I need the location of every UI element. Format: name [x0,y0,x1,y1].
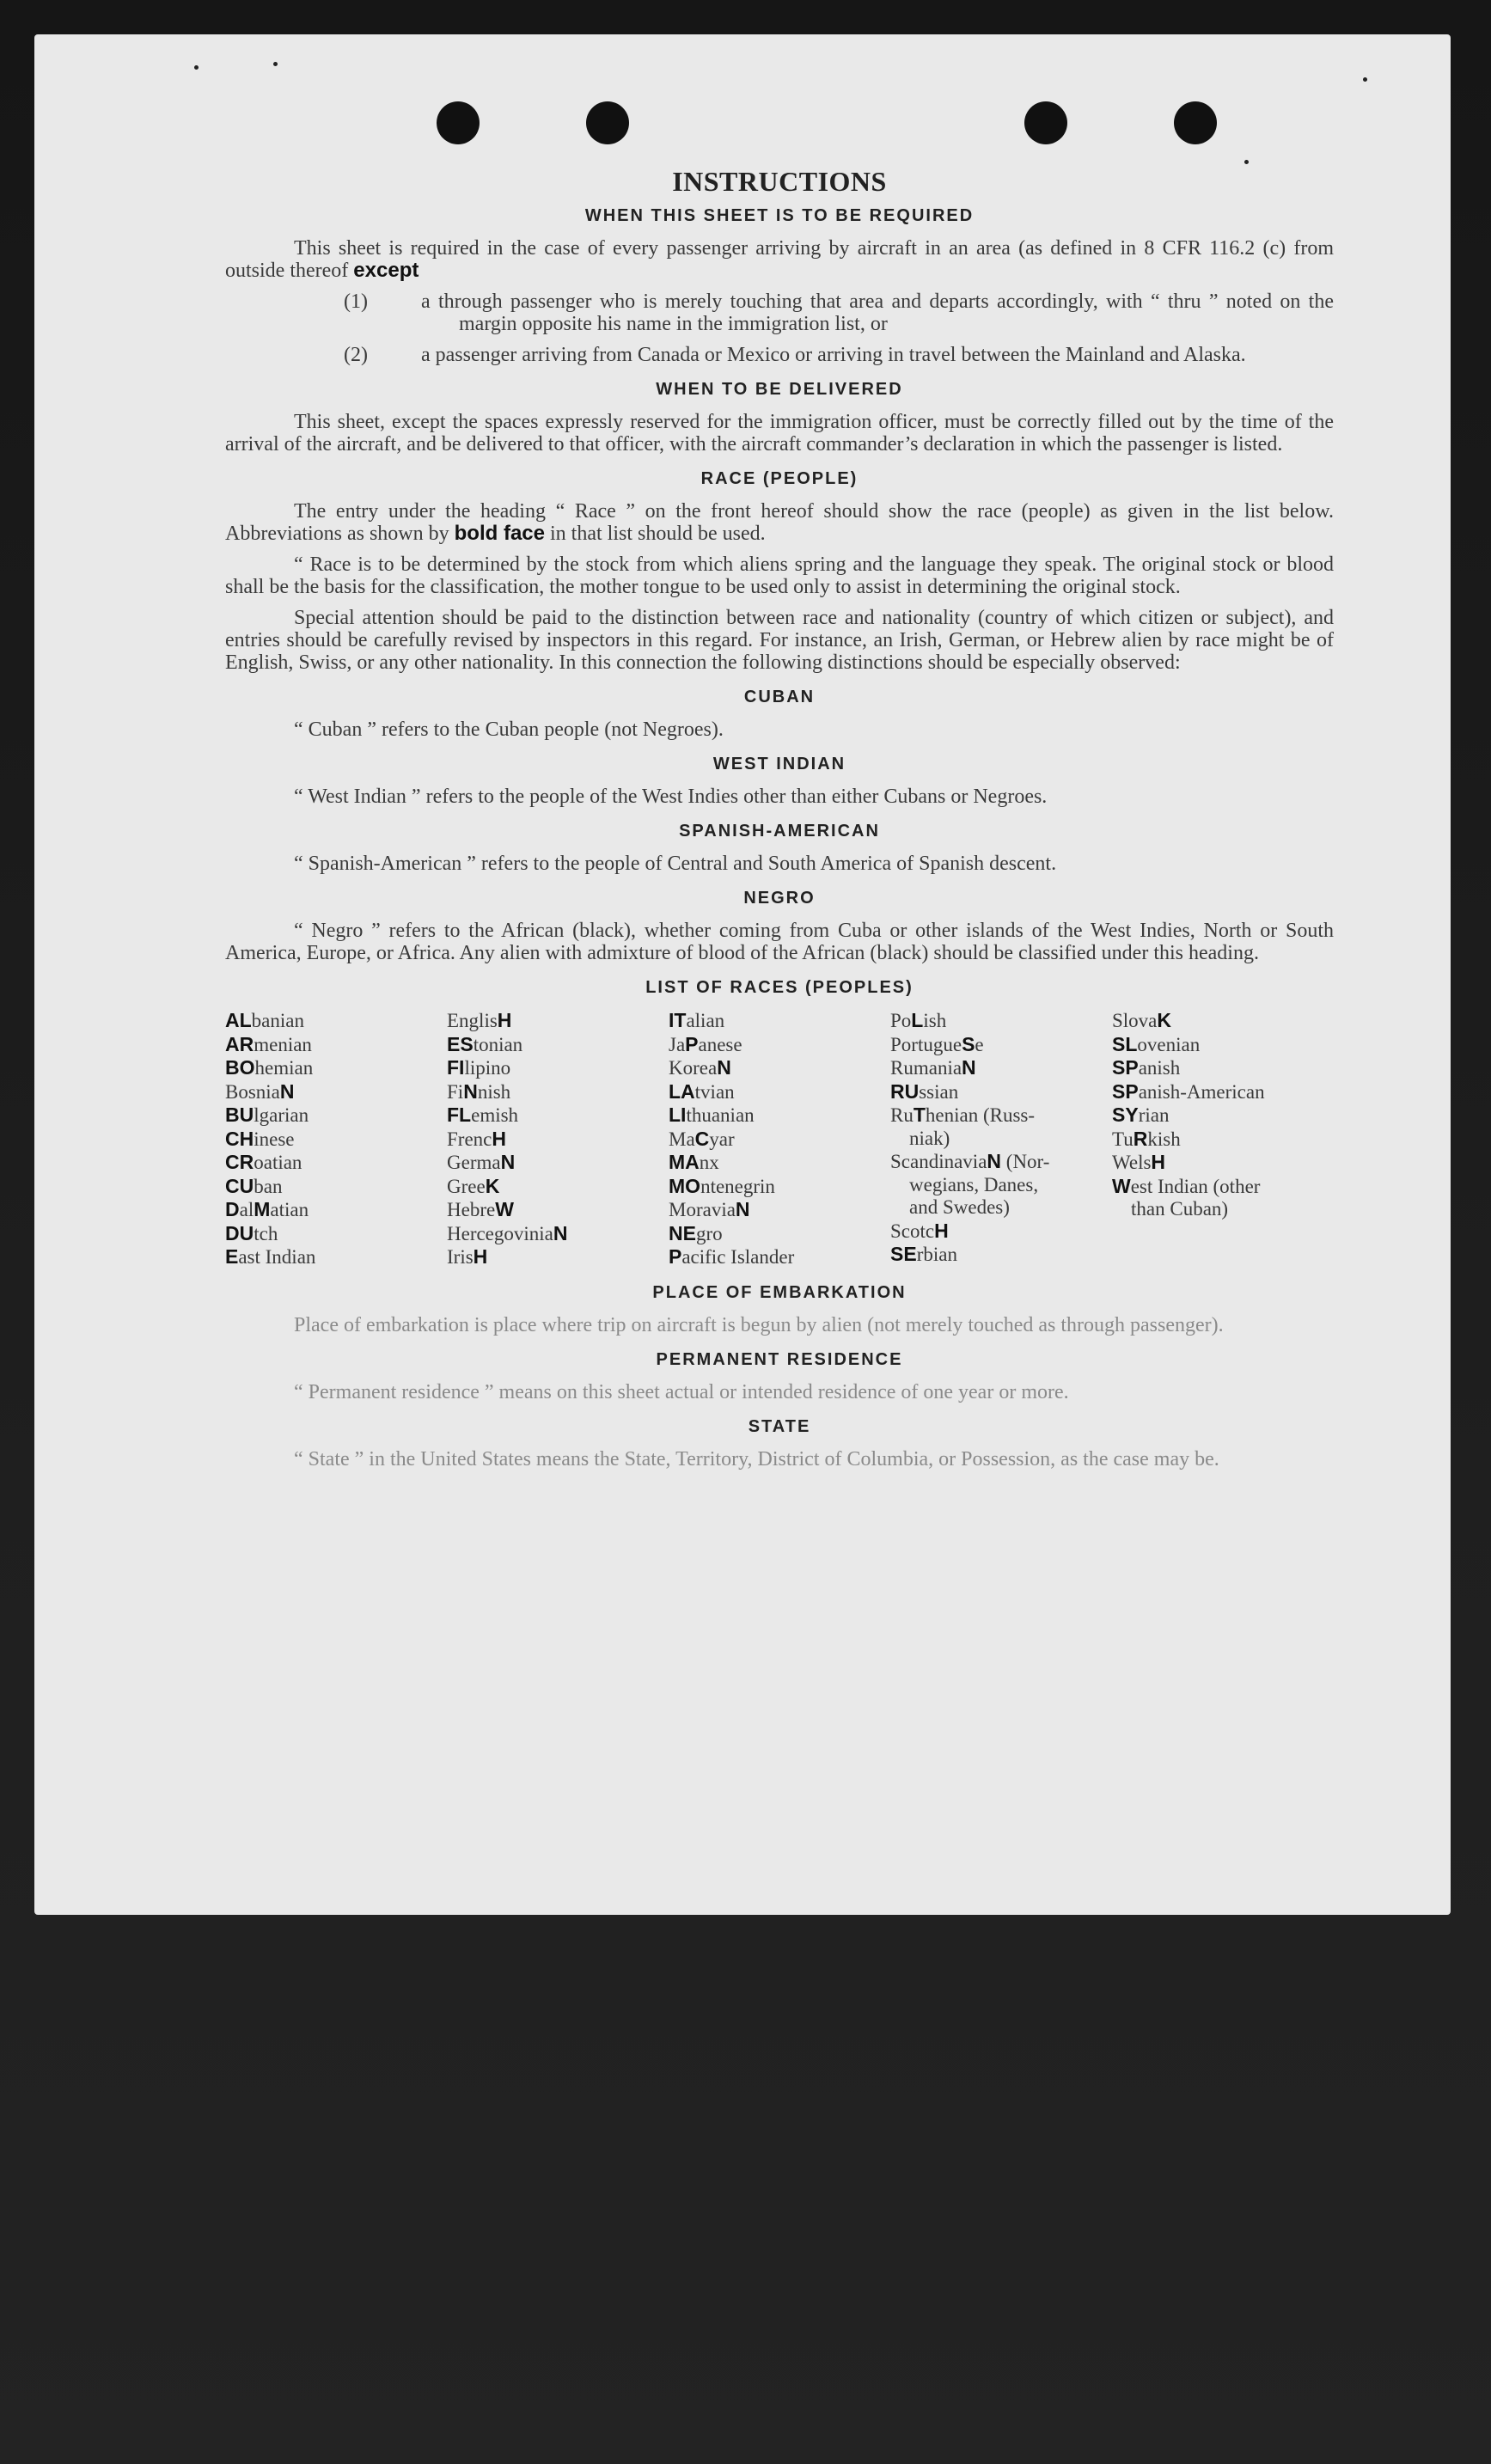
race-entry: BUlgarian [225,1104,309,1126]
race-entry: ITalian [669,1009,725,1031]
race-entry: MAnx [669,1151,719,1173]
race-entry: BOhemian [225,1056,314,1079]
race-entry: SLovenian [1112,1032,1201,1055]
race-entry: MOntenegrin [669,1174,775,1197]
paragraph-residence: “ Permanent residence ” means on this sheet actual or intended residence of one year or more. [294,1380,1069,1403]
exception-item-2 [225,344,1334,366]
races-column [890,1009,1112,1269]
paragraph-cuban: “ Cuban ” refers to the Cuban people (not Negroes). [294,718,724,741]
races-column [1112,1009,1334,1269]
race-entry: CRoatian [225,1151,302,1173]
paragraph-race-1: The entry under the heading “ Race ” on the front hereof should show the race (people) as given in the list below. Abbreviations as shown by bold face in that list should be used. [225,500,1334,545]
document-sheet [34,34,1451,1915]
race-entry: SPanish [1112,1056,1181,1079]
race-entry: ALbanian [225,1009,304,1031]
race-entry: East Indian [225,1245,316,1268]
race-entry: EnglisH [447,1009,512,1031]
race-entry: RUssian [890,1079,959,1103]
race-entry: RumaniaN [890,1056,976,1079]
race-entry: DUtch [225,1221,278,1244]
punch-hole [586,101,629,144]
heading-cuban: CUBAN [743,688,816,706]
heading-state: STATE [748,1416,811,1436]
punch-hole [1174,101,1217,144]
races-column [447,1009,669,1269]
item-text: a passenger arriving from Canada or Mexico or arriving in travel between the Mainland and Alaska. [421,344,1246,366]
race-entry: SPanish-American [1112,1079,1265,1103]
race-entry: CUban [225,1174,283,1197]
item-number: (2) [344,344,368,366]
dust-speck [273,62,278,66]
paragraph-delivered: This sheet, except the spaces expressly reserved for the immigration officer, must be correctly filled out by the time of the arrival of the aircraft, and be delivered to that officer, with the aircraft commander’s declaration in which the passenger is listed. [225,411,1334,456]
except-bold: except [353,259,419,282]
paragraph-race-3: Special attention should be paid to the distinction between race and nationality (country of which citizen or subject), and entries should be carefully revised by inspectors in this regard. For instance, an Irish, German, or Hebrew alien by race might be of English, Swiss, or any other nationality. In this connection the following distinctions should be especially observed: [225,607,1334,674]
race-entry: SErbian [890,1243,957,1265]
races-column [225,1009,447,1269]
race-entry: ScotcH [890,1219,949,1242]
item-text: a through passenger who is merely touching that area and departs accordingly, with “ thru ” noted on the margin opposite his name in the immigration list, or [421,290,1334,335]
dust-speck [194,65,199,70]
race-entry: PoLish [890,1009,947,1031]
race-entry: Pacific Islander [669,1245,795,1268]
race-entry: IrisH [447,1245,488,1268]
race-entry: KoreaN [669,1056,731,1079]
race-entry: ARmenian [225,1032,312,1055]
heading-spanish-american: SPANISH-AMERICAN [679,822,880,841]
item-number: (1) [344,290,368,313]
heading-when-required: WHEN THIS SHEET IS TO BE REQUIRED [584,206,975,225]
dust-speck [1363,77,1367,82]
race-entry: RuThenian (Russ- niak) [890,1104,1036,1149]
race-entry: WelsH [1112,1151,1166,1173]
race-entry: FiNnish [447,1079,511,1103]
heading-west-indian: WEST INDIAN [712,755,846,773]
race-entry: NEgro [669,1221,723,1244]
race-entry: GermaN [447,1151,516,1173]
race-entry: BosniaN [225,1079,295,1103]
race-entry: HebreW [447,1198,514,1220]
race-entry: MoraviaN [669,1198,750,1220]
race-entry: EStonian [447,1032,523,1055]
race-entry: SlovaK [1112,1009,1172,1031]
paragraph-state: “ State ” in the United States means the State, Territory, District of Columbia, or Possession, as the case may be. [294,1447,1219,1470]
punch-hole [1024,101,1067,144]
heading-race: RACE (PEOPLE) [700,469,859,488]
paragraph-required: This sheet is required in the case of every passenger arriving by aircraft in an area (as defined in 8 CFR 116.2 (c) from outside thereof except [225,237,1334,282]
race-entry: ScandinaviaN (Nor- wegians, Danes, and Swedes) [890,1150,1050,1218]
bold-face-label: bold face [454,522,545,545]
race-entry: LIthuanian [669,1104,755,1126]
paragraph-spanish-american: “ Spanish-American ” refers to the people of Central and South America of Spanish descent. [294,853,1057,875]
race-entry: FLemish [447,1104,519,1126]
heading-residence: PERMANENT RESIDENCE [656,1349,903,1369]
heading-embarkation: PLACE OF EMBARKATION [652,1282,907,1302]
race-entry: TuRkish [1112,1127,1181,1150]
punch-hole [437,101,480,144]
instructions-content [225,166,1334,1479]
heading-negro: NEGRO [743,889,816,908]
page-title: INSTRUCTIONS [672,166,887,197]
race-entry: MaCyar [669,1127,735,1150]
exception-item-1 [225,290,1334,335]
paragraph-negro: “ Negro ” refers to the African (black), whether coming from Cuba or other islands of the West Indies, North or South America, Europe, or Africa. Any alien with admixture of blood of the African (black) should be classified under this heading. [225,920,1334,964]
race-entry: FrencH [447,1127,506,1150]
race-entry: LAtvian [669,1079,735,1103]
race-entry: GreeK [447,1174,500,1197]
race-entry: HercegoviniaN [447,1221,568,1244]
races-column [669,1009,890,1269]
race-entry: DalMatian [225,1198,309,1220]
paragraph-embarkation: Place of embarkation is place where trip on aircraft is begun by alien (not merely touched as through passenger). [294,1313,1224,1336]
race-entry: West Indian (other than Cuban) [1112,1174,1261,1220]
dust-speck [1244,160,1249,164]
race-entry: CHinese [225,1127,295,1150]
heading-when-delivered: WHEN TO BE DELIVERED [656,380,903,399]
race-entry: PortugueSe [890,1032,984,1055]
race-entry: SYrian [1112,1104,1170,1126]
paragraph-race-2: “ Race is to be determined by the stock from which aliens spring and the language they speak. The original stock or blood shall be the basis for the classification, the mother tongue to be used only to assist in determining the original stock. [225,553,1334,598]
paragraph-west-indian: “ West Indian ” refers to the people of the West Indies other than either Cubans or Negroes. [294,786,1048,808]
race-entry: JaPanese [669,1032,742,1055]
race-entry: FIlipino [447,1056,511,1079]
heading-list-of-races: LIST OF RACES (PEOPLES) [645,978,914,997]
races-list [225,1009,1334,1269]
